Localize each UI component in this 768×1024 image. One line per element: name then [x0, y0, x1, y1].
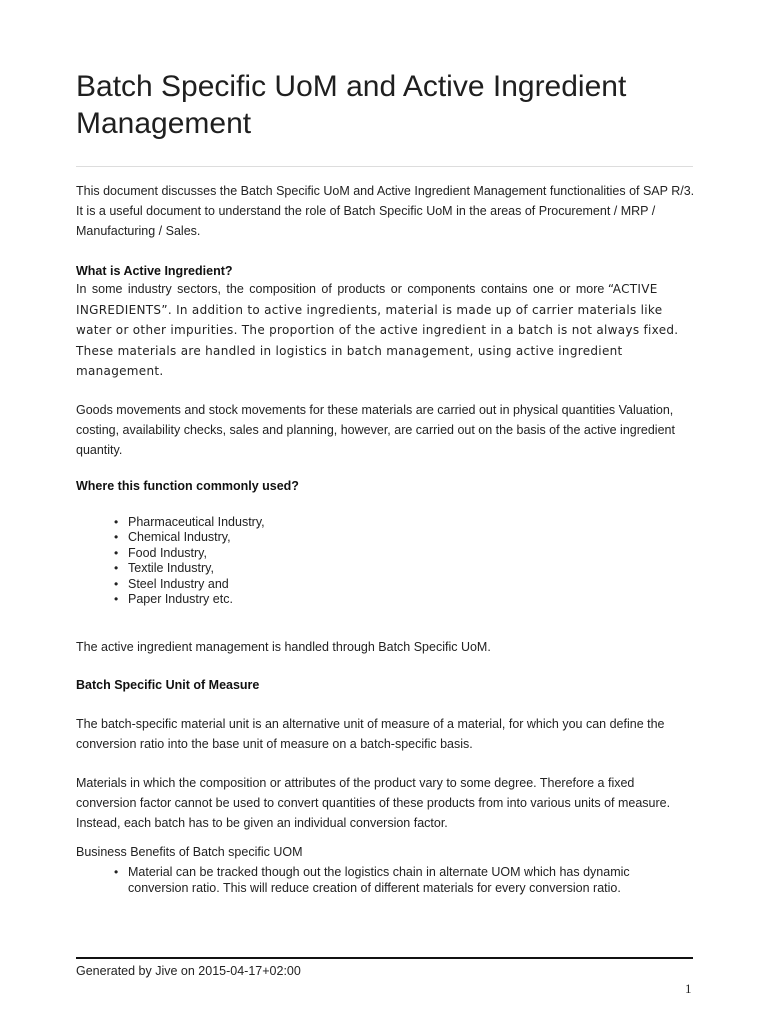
- list-item: [114, 514, 696, 531]
- batch-uom-paragraph-2: Materials in which the composition or attributes of the product vary to some degree. Therefore a fixed conversion factor cannot be used to convert quantities of these products from into various units of measure. Instead, each batch has to be given an individual conversion factor.: [76, 775, 671, 830]
- industry-list: [76, 515, 696, 608]
- benefits-list: [76, 864, 696, 897]
- footer-divider: [76, 957, 693, 959]
- bullet-icon: •: [114, 545, 119, 560]
- list-item: [114, 545, 696, 562]
- bullet-icon: •: [114, 576, 119, 591]
- list-item-text: Pharmaceutical Industry,: [128, 514, 265, 529]
- where-used-heading: Where this function commonly used?: [76, 478, 299, 493]
- list-item-text: Steel Industry and: [128, 576, 229, 591]
- page-title: Batch Specific UoM and Active Ingredient Management: [76, 70, 627, 140]
- active-ingredient-heading: What is Active Ingredient?: [76, 264, 233, 278]
- bullet-icon: •: [114, 561, 119, 575]
- list-item: [114, 592, 696, 608]
- handled-through-paragraph: The active ingredient management is handled through Batch Specific UoM.: [76, 639, 491, 654]
- list-item: [114, 864, 688, 897]
- batch-uom-paragraph-1: The batch-specific material unit is an alternative unit of measure of a material, for which you can define the conversion ratio into the base unit of measure on a batch-specific basis.: [76, 716, 665, 751]
- document-body: [76, 181, 696, 897]
- list-item: [114, 530, 696, 546]
- bullet-icon: •: [114, 864, 119, 879]
- intro-paragraph: This document discusses the Batch Specific UoM and Active Ingredient Management functionalities of SAP R/3. It is a useful document to understand the role of Batch Specific UoM in the areas of Procurement / MRP / Manufacturing / Sales.: [76, 184, 695, 238]
- active-ingredient-lead: In some industry sectors, the composition of products or components contains one or more: [76, 282, 605, 296]
- batch-uom-heading: Batch Specific Unit of Measure: [76, 677, 260, 692]
- bullet-icon: •: [114, 530, 119, 544]
- list-item-text: Food Industry,: [128, 545, 207, 560]
- bullet-icon: •: [114, 592, 119, 606]
- list-item-text: Paper Industry etc.: [128, 592, 233, 606]
- benefits-heading: Business Benefits of Batch specific UOM: [76, 844, 303, 859]
- active-ingredient-paragraph: [76, 279, 696, 382]
- page-number: 1: [685, 981, 692, 996]
- list-item-text: Material can be tracked though out the logistics chain in alternate UOM which has dynamic conversion ratio. This will reduce creation of different materials for every conversion ratio.: [128, 864, 630, 895]
- goods-movements-paragraph: Goods movements and stock movements for these materials are carried out in physical quantities Valuation, costing, availability checks, sales and planning, however, are carried out on the basis of the active ingredient quantity.: [76, 402, 675, 457]
- list-item-text: Chemical Industry,: [128, 530, 231, 544]
- footer-generated: Generated by Jive on 2015-04-17+02:00: [76, 964, 301, 978]
- list-item: [114, 576, 696, 593]
- list-item-text: Textile Industry,: [128, 561, 214, 575]
- active-ingredient-rest: “ACTIVE INGREDIENTS”. In addition to active ingredients, material is made up of carrier materials like water or other impurities. The proportion of the active ingredient in a batch is not always fixed. These materials are handled in logistics in batch management, using active ingredient management.: [76, 282, 679, 378]
- title-divider: [76, 166, 693, 167]
- list-item: [114, 561, 696, 577]
- bullet-icon: •: [114, 514, 119, 529]
